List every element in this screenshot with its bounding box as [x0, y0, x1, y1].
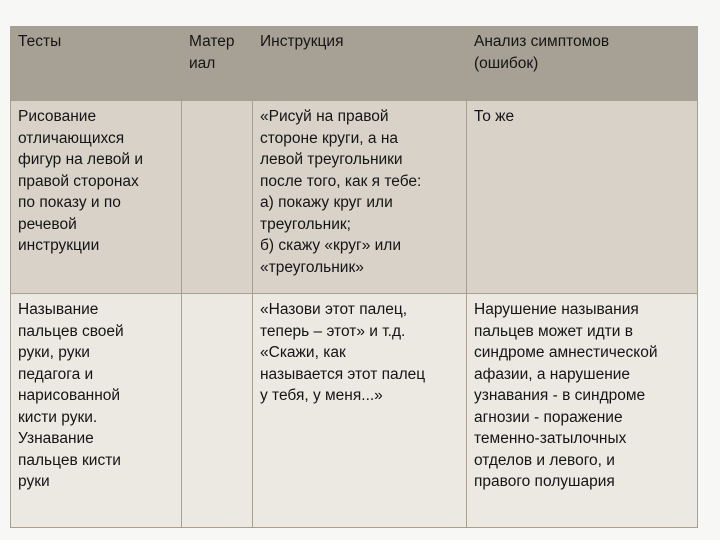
- header-cell-instruction: Инструкция: [253, 27, 467, 101]
- header-cell-analysis: Анализ симптомов (ошибок): [467, 27, 698, 101]
- table-row: [11, 294, 698, 528]
- header-cell-tests: Тесты: [11, 27, 182, 101]
- tests-table: [10, 26, 698, 528]
- table-cell-test: Рисование отличающихся фигур на левой и правой сторонах по показу и по речевой инструкции: [11, 101, 182, 294]
- table-header-row: [11, 27, 698, 101]
- table-cell-test: Называние пальцев своей руки, руки педагога и нарисованной кисти руки. Узнавание пальцев кисти руки: [11, 294, 182, 528]
- table-cell-instruction: «Назови этот палец, теперь – этот» и т.д. «Скажи, как называется этот палец у тебя, у меня...»: [253, 294, 467, 528]
- table-row: [11, 101, 698, 294]
- table-cell-analysis: То же: [467, 101, 698, 294]
- header-cell-material: Матер иал: [182, 27, 253, 101]
- table-cell-analysis: Нарушение называния пальцев может идти в синдроме амнестической афазии, а нарушение узнавания - в синдроме агнозии - поражение теменно-затылочных отделов и левого, и правого полушария: [467, 294, 698, 528]
- table-cell-instruction: «Рисуй на правой стороне круги, а на левой треугольники после того, как я тебе: а) покажу круг или треугольник; б) скажу «круг» или «треугольник»: [253, 101, 467, 294]
- table-cell-material: [182, 294, 253, 528]
- table-cell-material: [182, 101, 253, 294]
